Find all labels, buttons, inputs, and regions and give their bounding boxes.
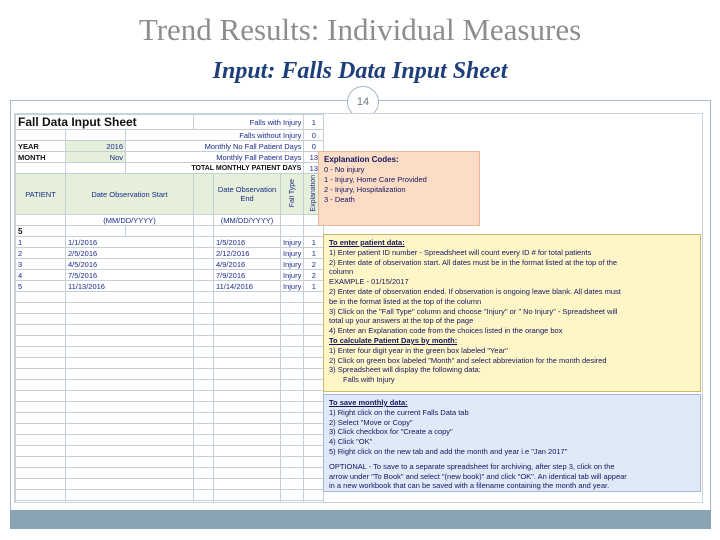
start-date[interactable]: 2/5/2016 [66,248,194,259]
explanation-code[interactable]: 1 [304,248,324,259]
explanation-code[interactable]: 2 [304,270,324,281]
patient-id[interactable]: 4 [16,270,66,281]
start-date-header: Date Observation Start [66,174,194,215]
empty-row[interactable] [16,457,324,468]
code-item: 0 - No injury [324,165,365,174]
enter-line: EXAMPLE - 01/15/2017 [329,277,409,287]
save-instructions-box [323,394,701,492]
slide-title: Trend Results: Individual Measures [138,12,582,47]
summary-label-4: TOTAL MONTHLY PATIENT DAYS [126,163,304,174]
summary-label-1: Falls without Injury [126,130,304,141]
fall-type[interactable]: Injury [281,281,304,292]
save-line: 1) Right click on the current Falls Data tab [329,407,469,417]
start-date[interactable]: 1/1/2016 [66,237,194,248]
empty-row[interactable] [16,424,324,435]
summary-value-3: 13 [304,152,324,163]
empty-row[interactable] [16,314,324,325]
start-date[interactable]: 4/5/2016 [66,259,194,270]
fall-type[interactable]: Injury [281,270,304,281]
calc-line: 1) Enter four digit year in the green box labeled "Year" [329,345,508,355]
enter-line: column [329,267,354,277]
enter-line: 2) Enter date of observation start. All dates must be in the format listed at the top of the [329,257,618,267]
enter-heading: To enter patient data: [329,238,405,247]
explanation-codes-box [318,151,480,226]
code-item: 1 - Injury, Home Care Provided [324,175,427,184]
empty-row[interactable] [16,413,324,424]
start-format: (MM/DD/YYYY) [66,215,194,226]
empty-row[interactable] [16,479,324,490]
explanation-header: Explanation [304,174,324,215]
fall-type[interactable]: Injury [281,248,304,259]
summary-value-2: 0 [304,141,324,152]
explanation-code[interactable]: 2 [304,259,324,270]
empty-row[interactable] [16,292,324,303]
slide-subtitle: Input: Falls Data Input Sheet [212,58,508,84]
spacer-header [194,174,214,215]
empty-row[interactable] [16,402,324,413]
empty-row[interactable] [16,446,324,457]
calc-line: 2) Click on green box labeled "Month" and select abbreviation for the month desired [329,355,607,365]
summary-label-0: Falls with Injury [194,115,304,130]
empty-row[interactable] [16,391,324,402]
fall-type[interactable]: Injury [281,259,304,270]
summary-label-3: Monthly Fall Patient Days [126,152,304,163]
optional-line: in a new workbook that can be saved with a filename containing the month and year. [329,481,610,491]
calc-heading: To calculate Patient Days by month: [329,335,458,345]
empty-row[interactable] [16,468,324,479]
fall-type[interactable]: Injury [281,237,304,248]
summary-value-4: 13 [304,163,324,174]
enter-line: be in the format listed at the top of the column [329,296,482,306]
patient-id[interactable]: 1 [16,237,66,248]
instructions-box [323,234,701,392]
save-line: 2) Select "Move or Copy" [329,417,413,427]
end-date[interactable]: 2/12/2016 [214,248,281,259]
end-date[interactable]: 1/5/2016 [214,237,281,248]
empty-row[interactable] [16,369,324,380]
empty-row[interactable] [16,303,324,314]
empty-row[interactable] [16,336,324,347]
patient-id[interactable]: 3 [16,259,66,270]
empty-row[interactable] [16,347,324,358]
enter-line: total up your answers at the top of the page [329,316,474,326]
codes-heading: Explanation Codes: [324,155,399,164]
calc-line: Falls with Injury [343,375,395,385]
fall-data-grid [15,114,324,503]
year-label: YEAR [16,141,66,152]
save-line: 5) Right click on the new tab and add the month and year i.e "Jan 2017" [329,446,568,456]
optional-line: OPTIONAL - To save to a separate spreadsheet for archiving, after step 3, click on the [329,461,615,471]
end-date-header: Date Observation End [214,174,281,215]
summary-value-1: 0 [304,130,324,141]
explanation-code[interactable]: 1 [304,281,324,292]
end-date[interactable]: 4/9/2016 [214,259,281,270]
empty-row[interactable] [16,490,324,501]
summary-label-2: Monthly No Fall Patient Days [126,141,304,152]
patient-count: 5 [16,226,66,237]
save-line: 4) Click "OK" [329,437,373,447]
year-input[interactable]: 2016 [66,141,126,152]
summary-value-0: 1 [304,115,324,130]
end-format: (MM/DD/YYYY) [214,215,281,226]
code-item: 3 - Death [324,195,355,204]
empty-row[interactable] [16,325,324,336]
empty-row[interactable] [16,380,324,391]
empty-row[interactable] [16,358,324,369]
empty-row[interactable] [16,501,324,504]
empty-row[interactable] [16,435,324,446]
enter-line: 3) Click on the "Fall Type" column and choose "Injury" or " No Injury" - Spreadsheet will [329,306,618,316]
start-date[interactable]: 11/13/2016 [66,281,194,292]
start-date[interactable]: 7/5/2016 [66,270,194,281]
page-number: 14 [347,86,379,118]
sheet-title: Fall Data Input Sheet [16,115,194,130]
patient-id[interactable]: 5 [16,281,66,292]
end-date[interactable]: 7/9/2016 [214,270,281,281]
code-item: 2 - Injury, Hospitalization [324,185,406,194]
calc-line: 3) Spreadsheet will display the following data: [329,365,481,375]
enter-line: 1) Enter patient ID number - Spreadsheet will count every ID # for total patients [329,247,592,257]
save-heading: To save monthly data: [329,398,408,407]
explanation-code[interactable]: 1 [304,237,324,248]
slide-footer-bar [10,510,711,529]
patient-header: PATIENT [16,174,66,215]
enter-line: 4) Enter an Explanation code from the choices listed in the orange box [329,326,563,336]
month-select[interactable]: Nov [66,152,126,163]
save-line: 3) Click checkbox for "Create a copy" [329,427,453,437]
end-date[interactable]: 11/14/2016 [214,281,281,292]
fall-type-header: Fall Type [281,174,304,215]
month-label: MONTH [16,152,66,163]
optional-line: arrow under "To Book" and select "(new book)" and click "OK". An identical tab will appear [329,471,627,481]
enter-line: 2) Enter date of observation ended. If observation is ongoing leave blank. All dates must [329,286,621,296]
spreadsheet-screenshot [14,113,703,503]
patient-id[interactable]: 2 [16,248,66,259]
